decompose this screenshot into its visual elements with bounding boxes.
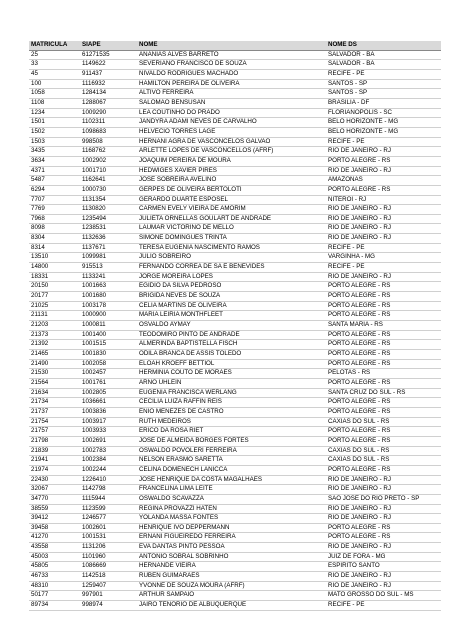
- cell-siape: 1002783: [80, 446, 137, 456]
- cell-siape: 1168762: [80, 147, 137, 157]
- cell-nome: JOSE SOBREIRA AVELINO: [137, 176, 326, 186]
- cell-matricula: 3435: [29, 147, 80, 157]
- cell-matricula: 32067: [29, 485, 80, 495]
- table-row: [29, 504, 441, 514]
- cell-siape: 1235494: [80, 214, 137, 224]
- cell-siape: 1036661: [80, 398, 137, 408]
- cell-nome: LEA COUTINHO DO PRADO: [137, 108, 326, 118]
- table-row: [29, 127, 441, 137]
- cell-matricula: 41270: [29, 533, 80, 543]
- cell-siape: 1149622: [80, 60, 137, 70]
- cell-nome: SIMONE DOMINGUES TRINTA: [137, 234, 326, 244]
- header-row: [29, 41, 441, 50]
- cell-nome: CARMEN EVELY VIEIRA DE AMORIM: [137, 205, 326, 215]
- cell-siape: 1246577: [80, 514, 137, 524]
- cell-matricula: 21465: [29, 350, 80, 360]
- table-row: [29, 494, 441, 504]
- cell-siape: 1142518: [80, 572, 137, 582]
- cell-siape: 1003917: [80, 417, 137, 427]
- cell-siape: 1226410: [80, 475, 137, 485]
- cell-matricula: 33: [29, 60, 80, 70]
- cell-matricula: 8314: [29, 243, 80, 253]
- cell-nome-ds: BELO HORIZONTE - MG: [326, 127, 441, 137]
- cell-matricula: 20150: [29, 282, 80, 292]
- table-row: [29, 272, 441, 282]
- cell-nome: HELVECIO TORRES LAGE: [137, 127, 326, 137]
- cell-siape: 1284134: [80, 89, 137, 99]
- cell-siape: 1001515: [80, 340, 137, 350]
- cell-nome-ds: RIO DE JANEIRO - RJ: [326, 272, 441, 282]
- cell-nome-ds: PELOTAS - RS: [326, 369, 441, 379]
- cell-nome-ds: SALVADOR - BA: [326, 50, 441, 60]
- cell-nome-ds: PORTO ALEGRE - RS: [326, 465, 441, 475]
- table-row: [29, 156, 441, 166]
- cell-nome-ds: SANTA MARIA - RS: [326, 321, 441, 331]
- table-row: [29, 69, 441, 79]
- table-row: [29, 417, 441, 427]
- cell-siape: 1003836: [80, 407, 137, 417]
- cell-siape: 1238531: [80, 224, 137, 234]
- table-row: [29, 301, 441, 311]
- cell-nome-ds: BRASILIA - DF: [326, 98, 441, 108]
- cell-siape: 1132636: [80, 234, 137, 244]
- table-row: [29, 243, 441, 253]
- cell-siape: 997901: [80, 591, 137, 601]
- cell-siape: 1002244: [80, 465, 137, 475]
- cell-nome: OSWALDO POVOLERI FERREIRA: [137, 446, 326, 456]
- cell-nome-ds: PORTO ALEGRE - RS: [326, 427, 441, 437]
- table-row: [29, 446, 441, 456]
- table-row: [29, 407, 441, 417]
- table-row: [29, 340, 441, 350]
- employee-table-sheet: [29, 41, 441, 611]
- table-row: [29, 166, 441, 176]
- cell-matricula: 100: [29, 79, 80, 89]
- cell-siape: 915513: [80, 263, 137, 273]
- cell-nome: HEDWIGES XAVIER PIRES: [137, 166, 326, 176]
- cell-siape: 1099981: [80, 253, 137, 263]
- cell-siape: 1002601: [80, 523, 137, 533]
- cell-nome: JOSE DE ALMEIDA BORGES FORTES: [137, 436, 326, 446]
- cell-nome: ENIO MENEZES DE CASTRO: [137, 407, 326, 417]
- cell-nome-ds: FLORIANOPOLIS - SC: [326, 108, 441, 118]
- cell-siape: 1002058: [80, 359, 137, 369]
- cell-siape: 1115944: [80, 494, 137, 504]
- table-row: [29, 60, 441, 70]
- cell-matricula: 45003: [29, 552, 80, 562]
- cell-matricula: 34770: [29, 494, 80, 504]
- table-row: [29, 205, 441, 215]
- cell-nome-ds: RECIFE - PE: [326, 137, 441, 147]
- cell-nome-ds: PORTO ALEGRE - RS: [326, 378, 441, 388]
- cell-matricula: 21757: [29, 427, 80, 437]
- table-row: [29, 581, 441, 591]
- cell-siape: 1000730: [80, 185, 137, 195]
- table-row: [29, 388, 441, 398]
- cell-nome: LAUMAR VICTORINO DE MELLO: [137, 224, 326, 234]
- cell-nome: BRIGIDA NEVES DE SOUZA: [137, 292, 326, 302]
- cell-nome: JULIETA ORNELLAS GOULART DE ANDRADE: [137, 214, 326, 224]
- cell-nome: REGINA PROVAZZI HATEN: [137, 504, 326, 514]
- cell-nome-ds: PORTO ALEGRE - RS: [326, 340, 441, 350]
- cell-nome: HERNANI AGRA DE VASCONCELOS GALVAO: [137, 137, 326, 147]
- cell-matricula: 21530: [29, 369, 80, 379]
- cell-siape: 1002902: [80, 156, 137, 166]
- header-nome-ds: NOME DS: [326, 41, 441, 50]
- cell-nome: ALTIVO FERREIRA: [137, 89, 326, 99]
- cell-matricula: 48310: [29, 581, 80, 591]
- cell-matricula: 39412: [29, 514, 80, 524]
- table-row: [29, 398, 441, 408]
- cell-nome-ds: RIO DE JANEIRO - RJ: [326, 166, 441, 176]
- cell-nome-ds: PORTO ALEGRE - RS: [326, 533, 441, 543]
- cell-nome-ds: PORTO ALEGRE - RS: [326, 398, 441, 408]
- cell-matricula: 46733: [29, 572, 80, 582]
- cell-nome-ds: SANTOS - SP: [326, 89, 441, 99]
- cell-siape: 1001400: [80, 330, 137, 340]
- cell-nome-ds: RIO DE JANEIRO - RJ: [326, 581, 441, 591]
- cell-siape: 1000811: [80, 321, 137, 331]
- cell-nome-ds: RIO DE JANEIRO - RJ: [326, 572, 441, 582]
- cell-nome: MARIA LEIRIA MONTHFLEET: [137, 311, 326, 321]
- cell-matricula: 4371: [29, 166, 80, 176]
- table-row: [29, 514, 441, 524]
- table-row: [29, 234, 441, 244]
- table-row: [29, 89, 441, 99]
- cell-matricula: 21373: [29, 330, 80, 340]
- table-row: [29, 436, 441, 446]
- cell-nome: CECILIA LUIZA RAFFIN REIS: [137, 398, 326, 408]
- cell-siape: 1001531: [80, 533, 137, 543]
- table-row: [29, 98, 441, 108]
- cell-nome: EVA DANTAS PINTO PESSOA: [137, 543, 326, 553]
- cell-siape: 1001710: [80, 166, 137, 176]
- cell-siape: 1288067: [80, 98, 137, 108]
- cell-siape: 1133241: [80, 272, 137, 282]
- cell-nome: ANTONIO SOBRAL SOBRINHO: [137, 552, 326, 562]
- cell-nome-ds: PORTO ALEGRE - RS: [326, 359, 441, 369]
- cell-siape: 1002691: [80, 436, 137, 446]
- cell-nome: ERNANI FIGUEIREDO FERREIRA: [137, 533, 326, 543]
- cell-nome-ds: NITEROI - RJ: [326, 195, 441, 205]
- cell-nome-ds: RECIFE - PE: [326, 243, 441, 253]
- table-row: [29, 378, 441, 388]
- cell-siape: 1123599: [80, 504, 137, 514]
- cell-matricula: 20177: [29, 292, 80, 302]
- cell-matricula: 50177: [29, 591, 80, 601]
- cell-siape: 998508: [80, 137, 137, 147]
- cell-matricula: 1503: [29, 137, 80, 147]
- cell-nome: SALOMAO BENSUSAN: [137, 98, 326, 108]
- cell-matricula: 8304: [29, 234, 80, 244]
- table-row: [29, 176, 441, 186]
- cell-nome-ds: MATO GROSSO DO SUL - MS: [326, 591, 441, 601]
- cell-siape: 1002457: [80, 369, 137, 379]
- cell-matricula: 21737: [29, 407, 80, 417]
- cell-nome: HERMINIA COUTO DE MORAES: [137, 369, 326, 379]
- cell-nome: FERNANDO CORREA DE SA E BENEVIDES: [137, 263, 326, 273]
- cell-nome-ds: CAXIAS DO SUL - RS: [326, 446, 441, 456]
- cell-nome-ds: SANTA CRUZ DO SUL - RS: [326, 388, 441, 398]
- cell-matricula: 21634: [29, 388, 80, 398]
- table-row: [29, 485, 441, 495]
- cell-nome: TERESA EUGENIA NASCIMENTO RAMOS: [137, 243, 326, 253]
- cell-matricula: 21798: [29, 436, 80, 446]
- cell-matricula: 21025: [29, 301, 80, 311]
- cell-matricula: 21974: [29, 465, 80, 475]
- cell-nome: ARLETTE LOPES DE VASCONCELLOS (AFRF): [137, 147, 326, 157]
- table-row: [29, 369, 441, 379]
- table-row: [29, 50, 441, 60]
- cell-matricula: 13510: [29, 253, 80, 263]
- cell-matricula: 21203: [29, 321, 80, 331]
- table-row: [29, 533, 441, 543]
- cell-nome-ds: JUIZ DE FORA - MG: [326, 552, 441, 562]
- cell-matricula: 8098: [29, 224, 80, 234]
- cell-nome: TEODOMIRO PINTO DE ANDRADE: [137, 330, 326, 340]
- table-row: [29, 137, 441, 147]
- cell-matricula: 21941: [29, 456, 80, 466]
- cell-nome: NIVALDO RODRIGUES MACHADO: [137, 69, 326, 79]
- cell-siape: 911437: [80, 69, 137, 79]
- cell-nome-ds: CAXIAS DO SUL - RS: [326, 456, 441, 466]
- cell-nome-ds: PORTO ALEGRE - RS: [326, 436, 441, 446]
- cell-nome-ds: RECIFE - PE: [326, 601, 441, 611]
- cell-matricula: 43558: [29, 543, 80, 553]
- cell-matricula: 25: [29, 50, 80, 60]
- cell-siape: 1131206: [80, 543, 137, 553]
- table-row: [29, 108, 441, 118]
- cell-nome: ARTHUR SAMPAIO: [137, 591, 326, 601]
- cell-nome-ds: PORTO ALEGRE - RS: [326, 185, 441, 195]
- cell-nome-ds: RIO DE JANEIRO - RJ: [326, 485, 441, 495]
- cell-nome-ds: RIO DE JANEIRO - RJ: [326, 504, 441, 514]
- cell-matricula: 38559: [29, 504, 80, 514]
- cell-nome-ds: PORTO ALEGRE - RS: [326, 282, 441, 292]
- cell-nome-ds: RIO DE JANEIRO - RJ: [326, 234, 441, 244]
- cell-nome-ds: RIO DE JANEIRO - RJ: [326, 205, 441, 215]
- cell-matricula: 89734: [29, 601, 80, 611]
- cell-nome: ARNO UHLEIN: [137, 378, 326, 388]
- cell-siape: 1131354: [80, 195, 137, 205]
- cell-nome-ds: SANTOS - SP: [326, 79, 441, 89]
- cell-matricula: 21734: [29, 398, 80, 408]
- cell-nome-ds: PORTO ALEGRE - RS: [326, 292, 441, 302]
- table-row: [29, 118, 441, 128]
- cell-nome-ds: RIO DE JANEIRO - RJ: [326, 224, 441, 234]
- cell-matricula: 21392: [29, 340, 80, 350]
- table-row: [29, 263, 441, 273]
- cell-matricula: 45: [29, 69, 80, 79]
- cell-siape: 1003933: [80, 427, 137, 437]
- cell-nome: ELOAH KROEFF BETTIOL: [137, 359, 326, 369]
- cell-matricula: 21490: [29, 359, 80, 369]
- table-row: [29, 147, 441, 157]
- cell-matricula: 1501: [29, 118, 80, 128]
- cell-matricula: 6294: [29, 185, 80, 195]
- cell-nome: JOAQUIM PEREIRA DE MOURA: [137, 156, 326, 166]
- table-row: [29, 321, 441, 331]
- table-row: [29, 572, 441, 582]
- cell-nome: HENRIQUE IVO DEPPERMANN: [137, 523, 326, 533]
- employee-table: [29, 41, 441, 611]
- cell-siape: 1001663: [80, 282, 137, 292]
- cell-nome-ds: PORTO ALEGRE - RS: [326, 350, 441, 360]
- table-header: [29, 41, 441, 50]
- table-row: [29, 562, 441, 572]
- cell-siape: 1001680: [80, 292, 137, 302]
- header-siape: SIAPE: [80, 41, 137, 50]
- table-row: [29, 523, 441, 533]
- cell-nome: NELSON ERASMO SARETTA: [137, 456, 326, 466]
- cell-matricula: 7707: [29, 195, 80, 205]
- cell-nome-ds: PORTO ALEGRE - RS: [326, 311, 441, 321]
- cell-nome: GERPES DE OLIVEIRA BERTOLOTI: [137, 185, 326, 195]
- cell-matricula: 1502: [29, 127, 80, 137]
- cell-nome-ds: RIO DE JANEIRO - RJ: [326, 543, 441, 553]
- cell-nome-ds: RIO DE JANEIRO - RJ: [326, 147, 441, 157]
- cell-nome: HERNANDE VIEIRA: [137, 562, 326, 572]
- cell-siape: 1000900: [80, 311, 137, 321]
- cell-siape: 1137671: [80, 243, 137, 253]
- cell-nome: ALMERINDA BAPTISTELLA FISCH: [137, 340, 326, 350]
- table-body: [29, 50, 441, 610]
- cell-nome-ds: RIO DE JANEIRO - RJ: [326, 514, 441, 524]
- cell-siape: 1003178: [80, 301, 137, 311]
- cell-nome-ds: SALVADOR - BA: [326, 60, 441, 70]
- cell-nome: CELIA MARTINS DE OLIVEIRA: [137, 301, 326, 311]
- table-row: [29, 292, 441, 302]
- cell-siape: 1130820: [80, 205, 137, 215]
- cell-nome: JULIO SOBREIRO: [137, 253, 326, 263]
- cell-nome: ERICO DA ROSA RIET: [137, 427, 326, 437]
- cell-nome-ds: PORTO ALEGRE - RS: [326, 330, 441, 340]
- table-row: [29, 311, 441, 321]
- table-row: [29, 475, 441, 485]
- cell-matricula: 45805: [29, 562, 80, 572]
- cell-matricula: 14800: [29, 263, 80, 273]
- table-row: [29, 79, 441, 89]
- cell-nome-ds: PORTO ALEGRE - RS: [326, 523, 441, 533]
- cell-nome: FRANCELINA LIMA LEITE: [137, 485, 326, 495]
- cell-nome: JORGE MOREIRA LOPES: [137, 272, 326, 282]
- table-row: [29, 465, 441, 475]
- cell-siape: 1162641: [80, 176, 137, 186]
- cell-nome: JOSE HENRIQUE DA COSTA MAGALHAES: [137, 475, 326, 485]
- cell-matricula: 7968: [29, 214, 80, 224]
- cell-nome-ds: PORTO ALEGRE - RS: [326, 407, 441, 417]
- cell-nome: YOLANDA MASSA FONTES: [137, 514, 326, 524]
- cell-nome: SEVERIANO FRANCISCO DE SOUZA: [137, 60, 326, 70]
- cell-siape: 1116932: [80, 79, 137, 89]
- cell-siape: 1009290: [80, 108, 137, 118]
- cell-nome: EUGENIA FRANCISCA WERLANG: [137, 388, 326, 398]
- cell-nome-ds: RECIFE - PE: [326, 263, 441, 273]
- cell-nome: JANDYRA ADAMI NEVES DE CARVALHO: [137, 118, 326, 128]
- cell-siape: 1102311: [80, 118, 137, 128]
- table-row: [29, 427, 441, 437]
- cell-matricula: 1108: [29, 98, 80, 108]
- table-row: [29, 456, 441, 466]
- cell-matricula: 18331: [29, 272, 80, 282]
- cell-matricula: 1234: [29, 108, 80, 118]
- cell-nome-ds: VARGINHA - MG: [326, 253, 441, 263]
- cell-nome-ds: CAXIAS DO SUL - RS: [326, 417, 441, 427]
- cell-siape: 1002805: [80, 388, 137, 398]
- table-row: [29, 552, 441, 562]
- cell-nome: CELINA DOMENECH LANICCA: [137, 465, 326, 475]
- cell-matricula: 22430: [29, 475, 80, 485]
- header-nome: NOME: [137, 41, 326, 50]
- table-row: [29, 359, 441, 369]
- table-row: [29, 253, 441, 263]
- table-row: [29, 224, 441, 234]
- table-row: [29, 591, 441, 601]
- cell-nome-ds: PORTO ALEGRE - RS: [326, 156, 441, 166]
- cell-siape: 61271535: [80, 50, 137, 60]
- table-row: [29, 214, 441, 224]
- table-row: [29, 330, 441, 340]
- cell-nome: GERARDO DUARTE ESPOSEL: [137, 195, 326, 205]
- cell-nome: RUTH MEDEIROS: [137, 417, 326, 427]
- cell-siape: 1001830: [80, 350, 137, 360]
- table-row: [29, 543, 441, 553]
- cell-siape: 998974: [80, 601, 137, 611]
- cell-siape: 1086669: [80, 562, 137, 572]
- cell-siape: 1002384: [80, 456, 137, 466]
- cell-nome-ds: ESPIRITO SANTO: [326, 562, 441, 572]
- cell-matricula: 21754: [29, 417, 80, 427]
- cell-matricula: 21839: [29, 446, 80, 456]
- cell-matricula: 21564: [29, 378, 80, 388]
- table-row: [29, 282, 441, 292]
- cell-matricula: 3634: [29, 156, 80, 166]
- cell-nome: JAIRO TENORIO DE ALBUQUERQUE: [137, 601, 326, 611]
- header-matricula: MATRICULA: [29, 41, 80, 50]
- table-row: [29, 185, 441, 195]
- cell-matricula: 5487: [29, 176, 80, 186]
- cell-nome-ds: RECIFE - PE: [326, 69, 441, 79]
- cell-nome: HAMILTON PEREIRA DE OLIVEIRA: [137, 79, 326, 89]
- cell-matricula: 1058: [29, 89, 80, 99]
- cell-matricula: 39458: [29, 523, 80, 533]
- cell-nome: RUBEN GUIMARAES: [137, 572, 326, 582]
- table-row: [29, 350, 441, 360]
- cell-nome-ds: AMAZONAS: [326, 176, 441, 186]
- cell-nome-ds: SAO JOSE DO RIO PRETO - SP: [326, 494, 441, 504]
- cell-nome: EGIDIO DA SILVA PEDROSO: [137, 282, 326, 292]
- cell-matricula: 21131: [29, 311, 80, 321]
- cell-nome-ds: BELO HORIZONTE - MG: [326, 118, 441, 128]
- cell-nome: OSWALDO SCAVAZZA: [137, 494, 326, 504]
- table-row: [29, 195, 441, 205]
- cell-siape: 1142798: [80, 485, 137, 495]
- cell-siape: 1098683: [80, 127, 137, 137]
- cell-matricula: 7769: [29, 205, 80, 215]
- cell-siape: 1259407: [80, 581, 137, 591]
- cell-siape: 1001761: [80, 378, 137, 388]
- cell-nome: ODILA BRANCA DE ASSIS TOLEDO: [137, 350, 326, 360]
- cell-nome-ds: RIO DE JANEIRO - RJ: [326, 214, 441, 224]
- table-row: [29, 601, 441, 611]
- cell-nome: OSVALDO AYMAY: [137, 321, 326, 331]
- cell-nome: ANANIAS ALVES BARRETO: [137, 50, 326, 60]
- cell-nome-ds: PORTO ALEGRE - RS: [326, 301, 441, 311]
- cell-nome: YVONNE DE SOUZA MOURA (AFRF): [137, 581, 326, 591]
- cell-siape: 1101960: [80, 552, 137, 562]
- cell-nome-ds: RIO DE JANEIRO - RJ: [326, 475, 441, 485]
